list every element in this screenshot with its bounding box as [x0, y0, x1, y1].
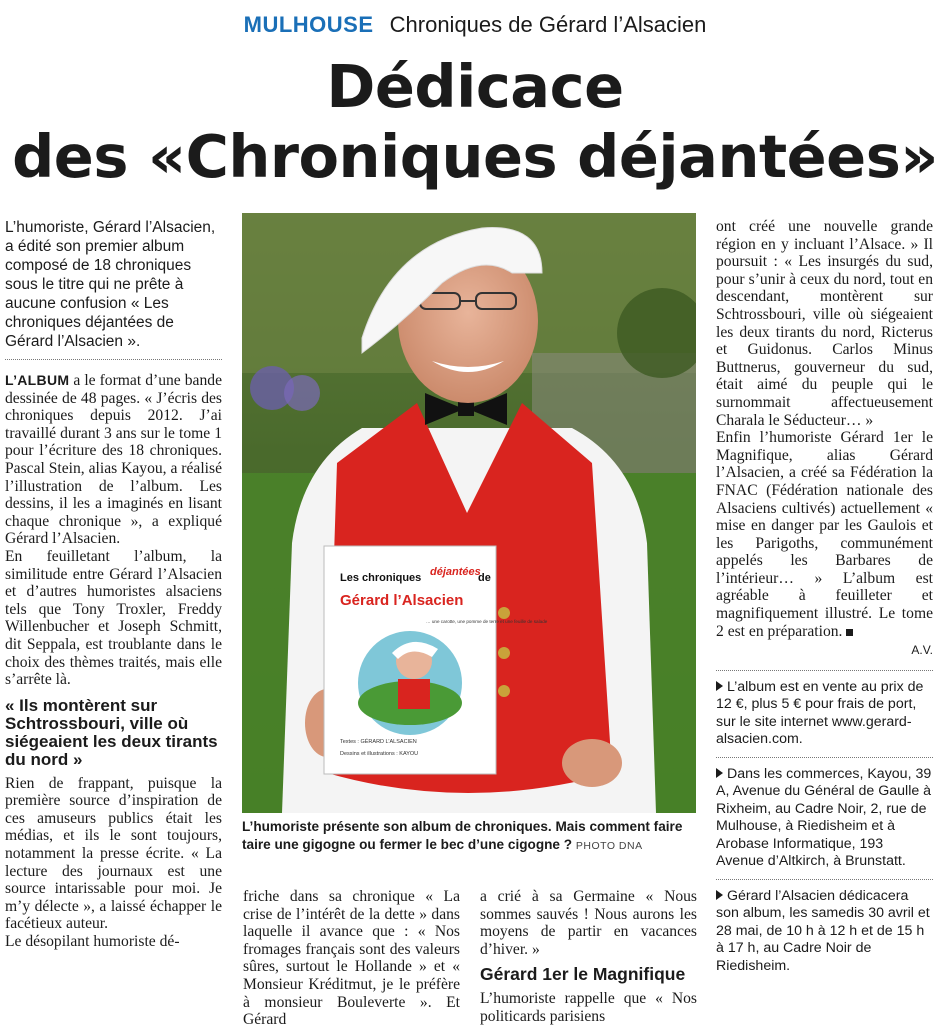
photo	[242, 213, 696, 813]
similarity-paragraph: En feuilletant l’album, la similitude entre Gérard l’Alsacien et d’autres humoristes alsaciens tels que Tony Troxler, Freddy Willenbucher et Joseph Schmitt, dit Seppala, est troublante dans le choix des thèmes traités, mais elle s’arrête là.	[5, 547, 222, 689]
subheading-quote: « Ils montèrent sur Schtrossbouri, ville où siégeaient les deux tirants du nord »	[5, 695, 218, 769]
photo-caption	[242, 818, 696, 855]
triangle-bullet-icon	[716, 890, 723, 900]
inspiration-paragraph: Rien de frappant, puisque la première source d’inspiration de ces amuseurs publics était les médias, et ils le sont toujours, notamment la presse écrite. « La lecture des journaux est une source intarissable pour moi. Je m’y délecte », a laissé échapper le facétieux auteur.	[5, 774, 222, 933]
column-3-text-2: L’humoriste rappelle que « Nos politicards parisiens	[480, 990, 697, 1025]
rubric-place: MULHOUSE	[243, 12, 374, 37]
triangle-bullet-icon	[716, 681, 723, 691]
book-title-c: de	[478, 572, 491, 584]
column-4-para-2-text: Enfin l’humoriste Gérard 1er le Magnifique, alias Gérard l’Alsacien, a créé sa Fédération la FNAC (Fédération nationale des Alsaciens cultivés) actuellement « mise en danger par les Gaulois et les Parigoths, communément appelés les Barbares de l’intérieur… » L’album est agréable à feuilleter et magnifiquement illustré. Le tome 2 est en préparation.	[716, 429, 933, 640]
headline-line-2: des «Chroniques déjantées»	[12, 122, 938, 191]
caption-text: L’humoriste présente son album de chroniques. Mais comment faire taire une gigogne ou fermer le bec d’une cigogne ?	[242, 819, 683, 852]
album-caps: L’ALBUM	[5, 372, 70, 388]
book-footer-1: Textes : GÉRARD L’ALSACIEN	[340, 739, 417, 745]
column-3-text: a crié à sa Germaine « Nous sommes sauvés ! Nous aurons les moyens de partir en vacances d’hiver. »	[480, 888, 697, 958]
info-signing	[716, 879, 933, 976]
lead-paragraph: L’humoriste, Gérard l’Alsacien, a édité son premier album composé de 18 chroniques sous le titre qui ne prête à aucune confusion « Les chroniques déjantées de Gérard l’Alsacien ».	[5, 219, 216, 350]
end-mark-icon	[846, 629, 853, 636]
column-4-para-1: ont créé une nouvelle grande région en y incluant l’Alsace. » Il poursuit : « Les insurgés du sud, pour s’unir à ceux du nord, tout en descendant, montèrent sur Schtrossbouri, ville où siégeaient les deux tirants du nord, Ricterus et Guidonus. Carlos Minus Buttnerus, gouverneur du sud, était aimé du peuple qui le surnommait affectueusement Charala le Séducteur… »	[716, 218, 933, 429]
headline-line-1: Dédicace	[326, 52, 624, 121]
book-footer-2: Dessins et illustrations : KAYOU	[340, 751, 419, 757]
album-paragraph	[5, 372, 222, 548]
separator	[5, 359, 222, 360]
column-2	[243, 888, 460, 1029]
column-4	[716, 218, 933, 975]
photo-illustration	[242, 213, 696, 813]
book-title-b: déjantées	[430, 566, 481, 578]
info-price	[716, 670, 933, 749]
album-text: a le format d’une bande dessinée de 48 pages. « J’écris des chroniques depuis 2012. J’ai travaillé durant 3 ans sur le tome 1 pour l’écriture des 18 chroniques. Pascal Stein, alias Kayou, a réalisé l’illustration de l’album. Les dessins, il les a imaginés en lisant chaque chronique », a expliqué Gérard l’Alsacien.	[5, 372, 222, 548]
info-price-text: L’album est en vente au prix de 12 €, plus 5 € pour frais de port, sur le site internet www.gerard-alsacien.com.	[716, 678, 924, 748]
subheading-magnifique: Gérard 1er le Magnifique	[480, 964, 686, 985]
info-shops	[716, 757, 933, 871]
triangle-bullet-icon	[716, 768, 723, 778]
book-author: Gérard l’Alsacien	[340, 592, 464, 609]
book-title-a: Les chroniques	[340, 572, 422, 584]
info-box	[716, 670, 933, 976]
column-3	[480, 888, 697, 1026]
rubric-series: Chroniques de Gérard l’Alsacien	[389, 12, 707, 37]
photo-credit: PHOTO DNA	[575, 840, 643, 852]
rubric-line	[0, 12, 950, 38]
continuation-paragraph: Le désopilant humoriste dé-	[5, 933, 180, 951]
info-signing-text: Gérard l’Alsacien dédicacera son album, les samedis 30 avril et 28 mai, de 10 h à 12 h et de 15 h à 17 h, au Cadre Noir de Riedisheim.	[716, 887, 930, 974]
column-1	[5, 218, 222, 951]
author-signature: A.V.	[911, 643, 933, 658]
info-shops-text: Dans les commerces, Kayou, 39 A, Avenue du Général de Gaulle à Rixheim, au Cadre Noir, 2, rue de Mulhouse, à Riedisheim et à Arobase Informatique, 193 Avenue d’Altkirch, à Brunstatt.	[716, 765, 932, 870]
book-tagline: … une carotte, une pomme de terre et une feuille de salade	[426, 619, 548, 624]
column-2-text: friche dans sa chronique « La crise de l’intérêt de la dette » dans laquelle il avance que : « Nos fromages français sont des valeurs sûres, surtout le Hollande » et « Monsieur Kréditmut, je le préfère à monsieur Bouleverte ». Et Gérard	[243, 888, 460, 1029]
column-4-para-2	[716, 429, 933, 640]
